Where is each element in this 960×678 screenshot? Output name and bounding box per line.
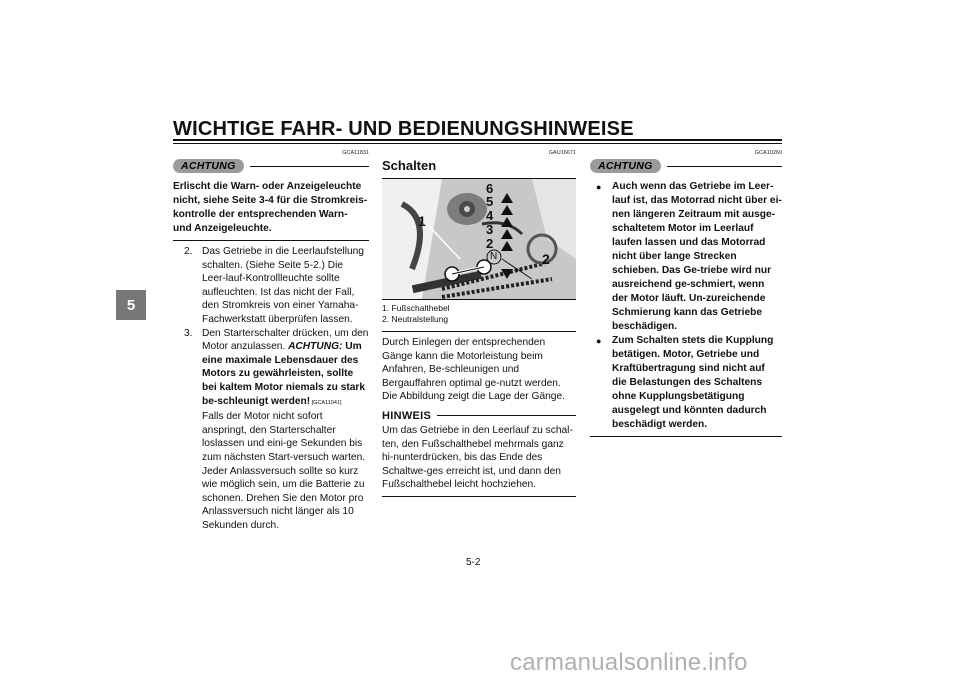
gear-label-5: 5 <box>486 194 494 209</box>
hinweis-label: HINWEIS <box>382 409 432 422</box>
step-item <box>184 245 369 327</box>
step-number: 2. <box>184 246 193 257</box>
section-body-2: Die Abbildung zeigt die Lage der Gänge. <box>382 391 565 403</box>
gear-shift-figure <box>382 178 576 300</box>
page-number: 5-2 <box>466 557 481 568</box>
list-item <box>596 334 782 432</box>
section-body: Durch Einlegen der entsprechenden Gänge kann die Motorleistung beim Anfahren, Be-schleunigen und Bergauffahren optimal ge-nutzt werden. <box>382 337 561 389</box>
bullet-icon: ● <box>596 336 602 346</box>
achtung-text: Erlischt die Warn- oder Anzeigeleuchte nicht, siehe Seite 3-4 für die Stromkreis-kontrolle der entsprechenden Warn- und Anzeigeleuchte. <box>173 181 368 234</box>
start-steps <box>184 245 369 532</box>
hinweis-text: Um das Getriebe in den Leerlauf zu schal-ten, den Fußschalthebel mehrmals ganz hi-nunterdrücken, bis das Ende des Schaltwe-ges erreicht ist, und dann den Fußschalthebel leicht hochziehen. <box>382 424 573 491</box>
gear-label-3: 3 <box>486 222 494 237</box>
section-heading: Schalten <box>382 158 437 173</box>
achtung-inline-text: Um eine maximale Lebensdauer des Motors zu gewährleisten, sollte bei kaltem Motor niemals zu stark be-schleunigt werden! <box>202 341 366 407</box>
achtung-list <box>596 180 782 432</box>
list-item <box>596 180 782 334</box>
title-rule-thin <box>173 143 782 144</box>
reference-code: GAU16671 <box>548 150 576 156</box>
achtung-rule <box>667 166 782 167</box>
step-text: Das Getriebe in die Leerlaufstellung schalten. (Siehe Seite 5-2.) Die Leer-lauf-Kontrollleuchte sollte aufleuchten. Ist das nicht der Fall, den Stromkreis von einer Yamaha-Fachwerkstatt überprüfen lassen. <box>202 246 364 325</box>
reference-code: GCA10260 <box>754 150 782 156</box>
step-text-b: Falls der Motor nicht sofort anspringt, den Starterschalter loslassen und eini-ge Sekunden bis zum nächsten Start-versuch warten. Jeder Anlassversuch sollte so kurz wie möglich sein, um die Batterie zu schonen. Drehen Sie den Motor pro Anlassversuch nicht länger als 10 Sekunden durch. <box>202 411 366 531</box>
step-text-a: Den Starterschalter drücken, um den Motor anzulassen. <box>202 327 369 353</box>
caption-rule <box>382 331 576 332</box>
gear-label-6: 6 <box>486 181 494 196</box>
reference-code: GCA11831 <box>342 150 369 156</box>
list-item-text: Zum Schalten stets die Kupplung betätigen. Motor, Getriebe und Kraftübertragung sind nicht auf die Belastungen des Schaltens ohne Kupplungsbetätigung ausgelegt und könnten dadurch beschädigt werden. <box>612 335 774 430</box>
step-text <box>202 327 369 533</box>
column-2 <box>382 150 576 497</box>
achtung-header <box>173 158 369 174</box>
watermark: carmanualsonline.info <box>510 649 748 676</box>
hinweis-end-rule <box>382 496 576 497</box>
reference-code-inline: [GCA11041] <box>310 399 342 406</box>
achtung-rule <box>250 166 369 167</box>
gear-label-4: 4 <box>486 208 494 223</box>
chapter-tab: 5 <box>116 290 146 320</box>
step-item <box>184 327 369 533</box>
achtung-badge: ACHTUNG <box>173 159 244 173</box>
gear-label-2: 2 <box>486 236 494 251</box>
achtung-badge: ACHTUNG <box>590 159 661 173</box>
achtung-inline: ACHTUNG: <box>288 341 343 353</box>
column-1 <box>173 150 369 532</box>
achtung-end-rule <box>590 436 782 437</box>
motorcycle-photo <box>382 179 576 299</box>
achtung-header <box>590 158 782 174</box>
figure-caption-2: 2. Neutralstellung <box>382 314 449 324</box>
gear-label-neutral: N <box>490 251 498 262</box>
step-number: 3. <box>184 327 193 339</box>
hinweis-header <box>382 410 576 422</box>
figure-caption-1: 1. Fußschalthebel <box>382 303 450 313</box>
page-title: WICHTIGE FAHR- UND BEDIENUNGSHINWEISE <box>173 118 634 140</box>
gear-label-1: 1 <box>418 213 426 229</box>
column-3 <box>590 150 782 437</box>
title-rule <box>173 139 782 141</box>
list-item-text: Auch wenn das Getriebe im Leer-lauf ist, das Motorrad nicht über ei-nen längeren Zeitraum mit ausge-schaltetem Motor im Leerlauf laufen lassen und das Motorrad nicht über lange Strecken schieben. Das Ge-triebe wird nur ausreichend ge-schmiert, wenn der Motor läuft. Un-zureichende Schmierung kann das Getriebe beschädigen. <box>612 181 782 332</box>
bullet-icon: ● <box>596 182 602 192</box>
achtung-end-rule <box>173 240 369 241</box>
callout-2: 2 <box>542 251 550 267</box>
hinweis-rule <box>437 415 576 416</box>
